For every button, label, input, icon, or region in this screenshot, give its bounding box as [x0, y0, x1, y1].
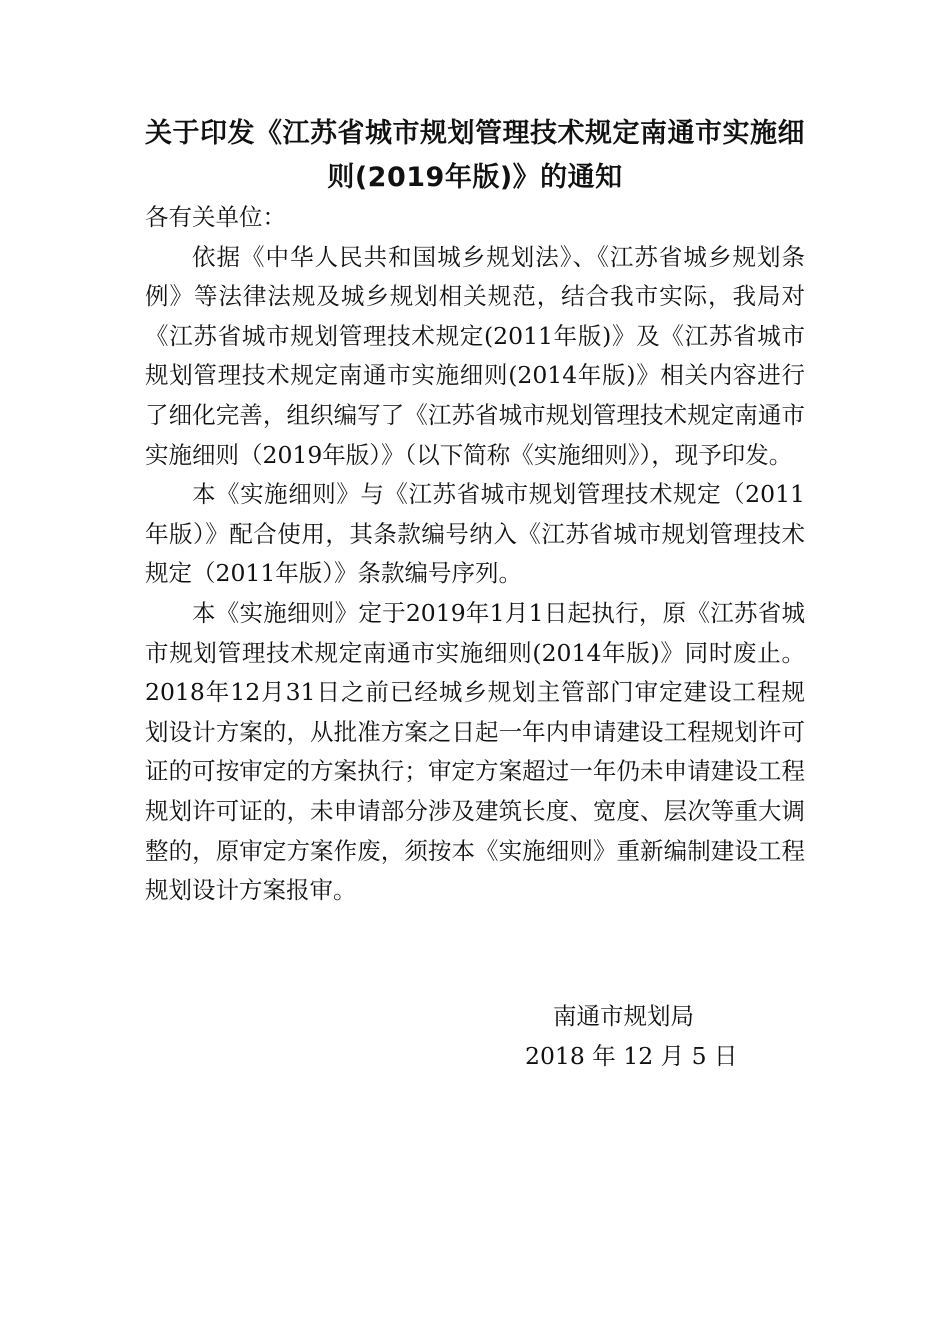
signature-organization: 南通市规划局: [553, 1002, 694, 1030]
salutation: 各有关单位：: [145, 203, 286, 231]
paragraph-effective-date: 本《实施细则》定于2019年1月1日起执行，原《江苏省城市规划管理技术规定南通市实施细则(2014年版)》同时废止。2018年12月31日之前已经城乡规划主管部门审定建设工程规划设计方案的，从批准方案之日起一年内申请建设工程规划许可证的可按审定的方案执行；审定方案超过一年仍未申请建设工程规划许可证的，未申请部分涉及建筑长度、宽度、层次等重大调整的，原审定方案作废，须按本《实施细则》重新编制建设工程规划设计方案报审。: [145, 598, 805, 905]
document-body: [145, 198, 805, 911]
document-title: 关于印发《江苏省城市规划管理技术规定南通市实施细则(2019年版)》的通知: [145, 118, 805, 193]
paragraph-basis: 依据《中华人民共和国城乡规划法》、《江苏省城乡规划条例》等法律法规及城乡规划相关规范，结合我市实际，我局对《江苏省城市规划管理技术规定(2011年版)》及《江苏省城市规划管理技术规定南通市实施细则(2014年版)》相关内容进行了细化完善，组织编写了《江苏省城市规划管理技术规定南通市实施细则（2019年版）》（以下简称《实施细则》），现予印发。: [145, 242, 805, 469]
signature-date: 2018 年 12 月 5 日: [525, 1042, 738, 1070]
paragraph-usage: 本《实施细则》与《江苏省城市规划管理技术规定（2011年版）》配合使用，其条款编号纳入《江苏省城市规划管理技术规定（2011年版）》条款编号序列。: [145, 480, 805, 588]
